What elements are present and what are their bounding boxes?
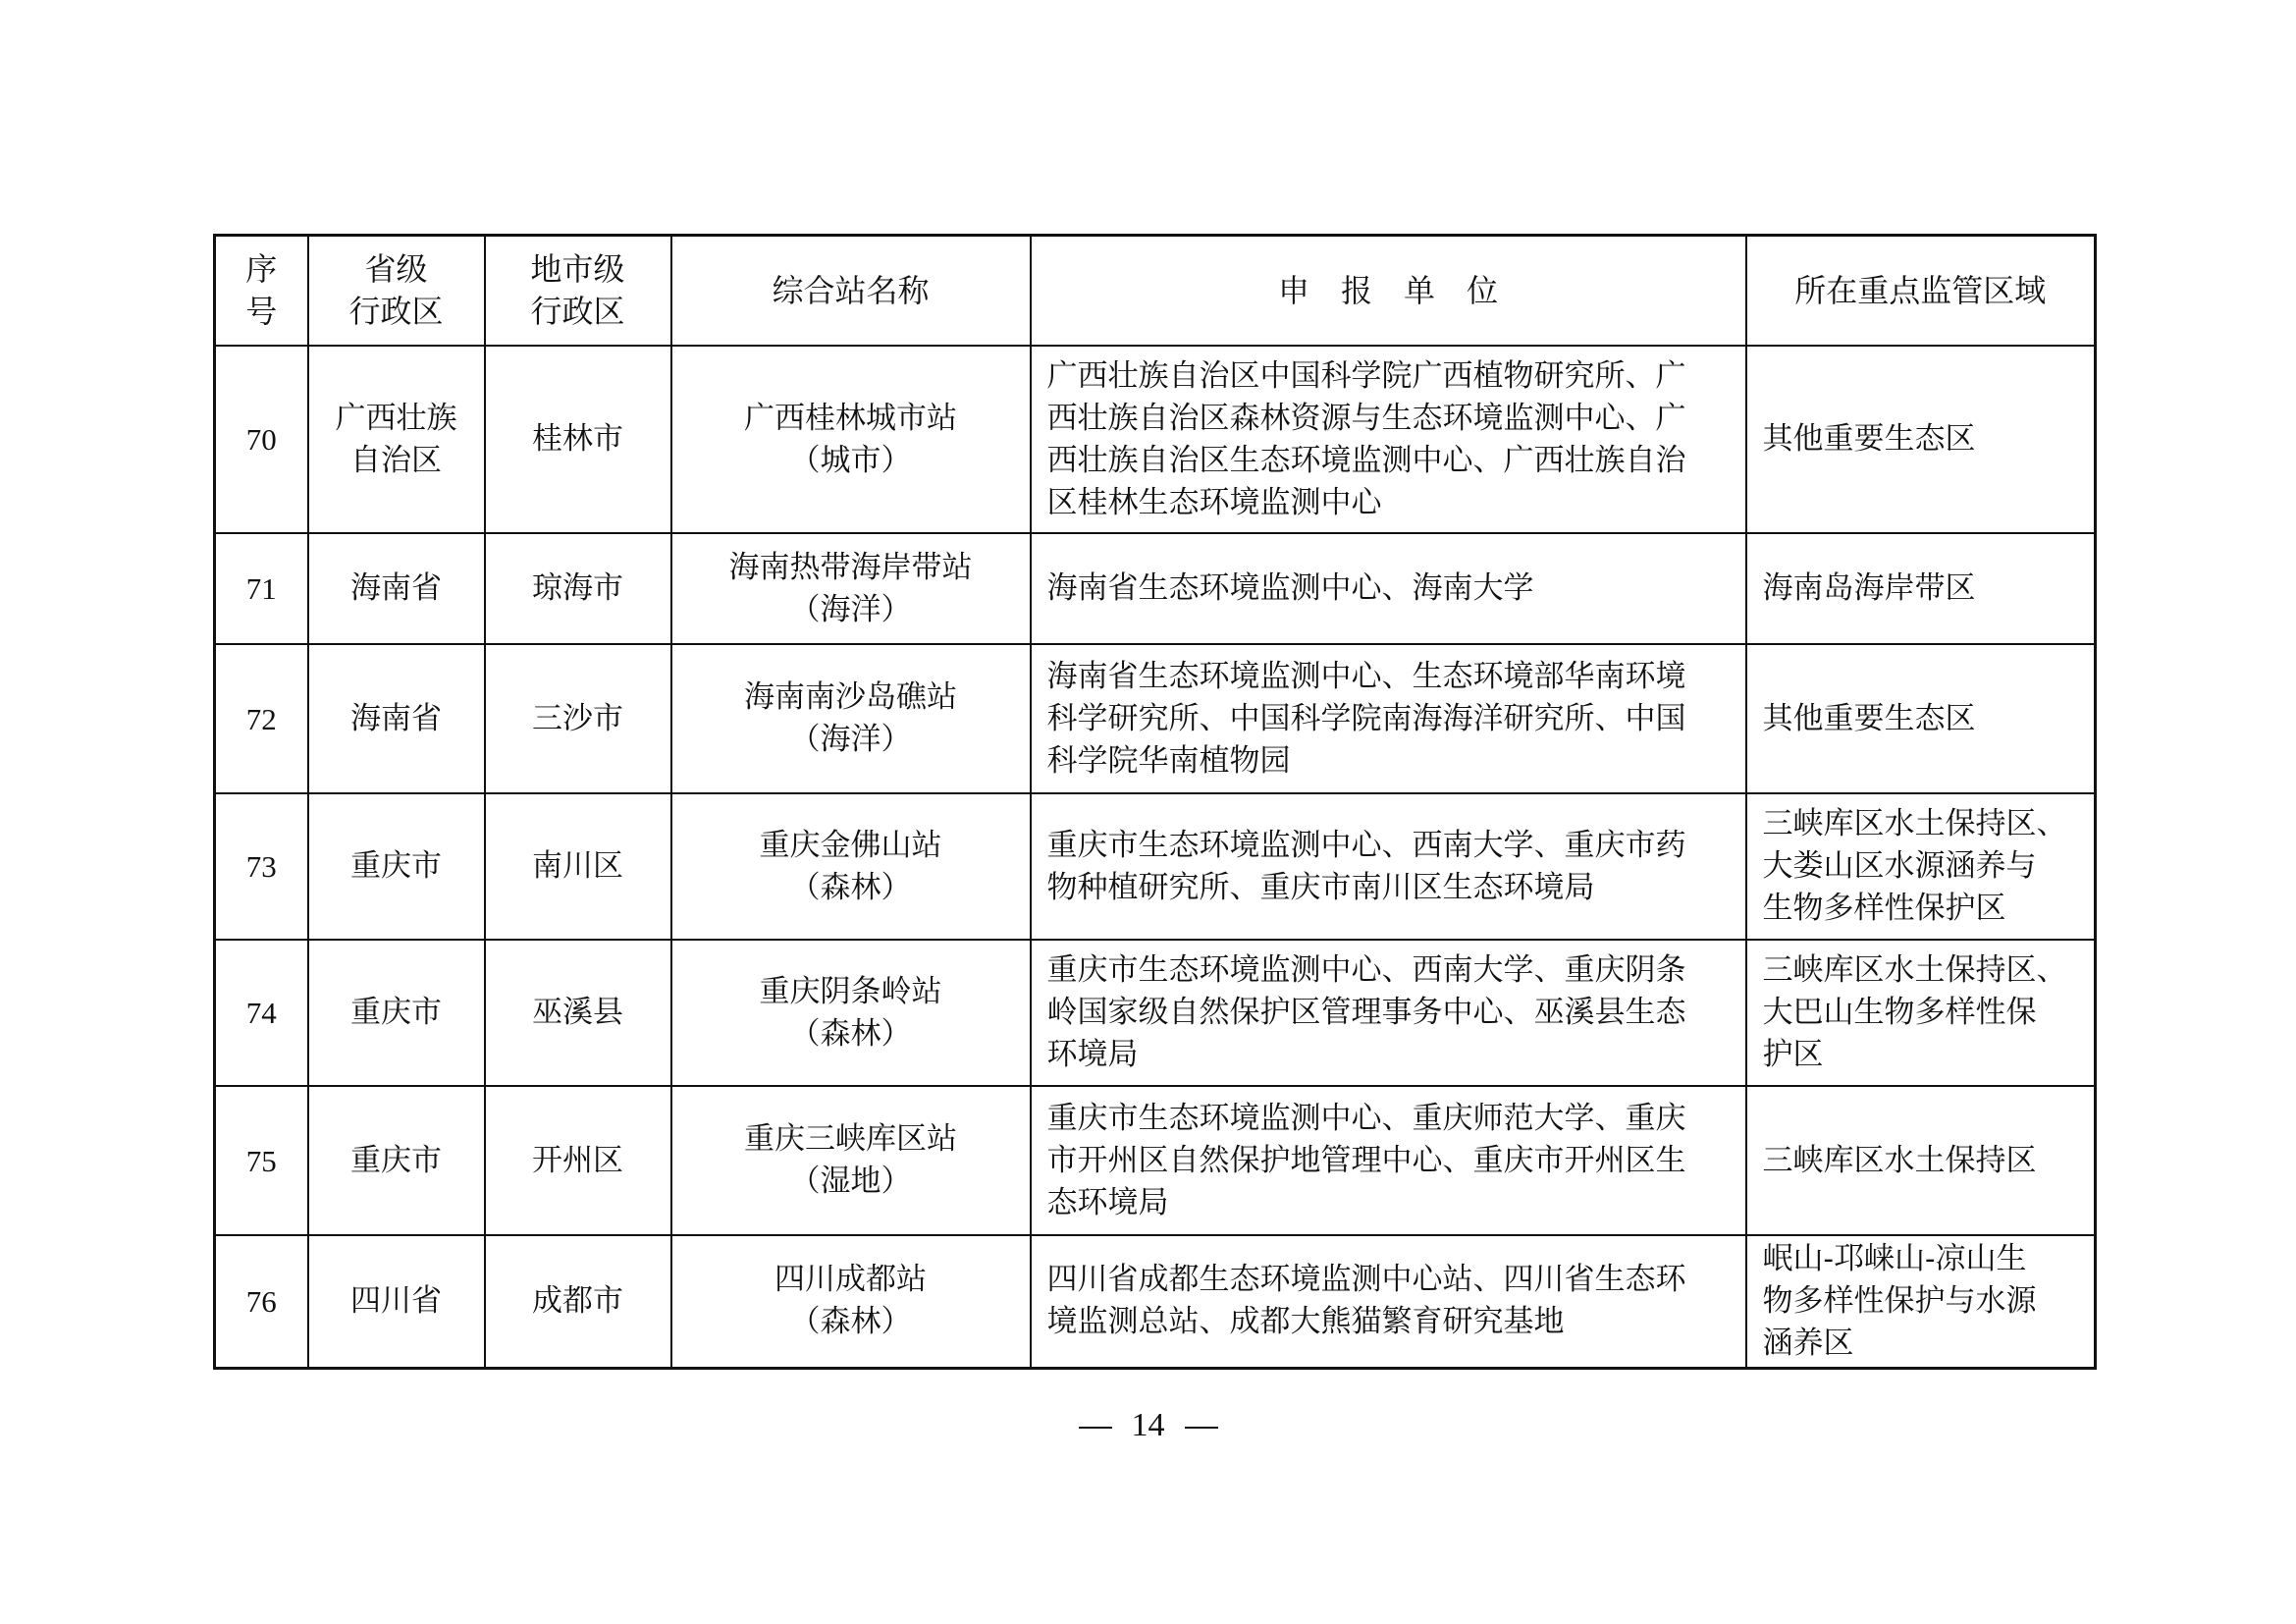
row-applicant-line: 海南省生态环境监测中心、生态环境部华南环境 <box>1046 658 1686 694</box>
row-region-line: 护区 <box>1762 1037 1824 1072</box>
row-city: 琼海市 <box>485 533 671 644</box>
row-station <box>671 1086 1031 1235</box>
row-region-line: 涵养区 <box>1762 1325 1854 1361</box>
row-applicant-line: 海南省生态环境监测中心、海南大学 <box>1046 570 1534 606</box>
row-index: 75 <box>215 1086 308 1235</box>
row-applicant <box>1031 644 1746 793</box>
row-region <box>1746 793 2096 940</box>
row-station-name: 广西桂林城市站 <box>744 400 957 436</box>
header-region-text: 所在重点监管区域 <box>1794 271 2047 309</box>
row-region <box>1746 533 2096 644</box>
table-row <box>215 940 2096 1086</box>
row-applicant <box>1031 940 1746 1086</box>
row-station-type: （城市） <box>789 442 912 478</box>
row-station-type: （海洋） <box>789 591 912 627</box>
row-province-line: 自治区 <box>350 442 442 478</box>
row-region-line: 三峡库区水土保持区、 <box>1762 952 2067 988</box>
row-applicant-line: 重庆市生态环境监测中心、西南大学、重庆阴条 <box>1046 952 1686 988</box>
row-applicant-line: 四川省成都生态环境监测中心站、四川省生态环 <box>1046 1262 1686 1298</box>
row-applicant-line: 境监测总站、成都大熊猫繁育研究基地 <box>1046 1304 1565 1340</box>
row-applicant-line: 物种植研究所、重庆市南川区生态环境局 <box>1046 869 1595 905</box>
row-applicant-line: 西壮族自治区森林资源与生态环境监测中心、广 <box>1046 400 1686 436</box>
row-index: 70 <box>215 346 308 533</box>
table-row <box>215 533 2096 644</box>
row-region-line: 其他重要生态区 <box>1762 700 1976 736</box>
header-station-text: 综合站名称 <box>772 271 930 309</box>
row-index: 71 <box>215 533 308 644</box>
page-number: 14 <box>1131 1407 1165 1443</box>
row-province-line: 重庆市 <box>350 848 442 884</box>
row-station <box>671 644 1031 793</box>
header-city-line-1: 地市级 <box>530 250 625 288</box>
row-city: 桂林市 <box>485 346 671 533</box>
row-station-name: 四川成都站 <box>774 1262 927 1298</box>
row-station-type: （海洋） <box>789 722 912 757</box>
row-applicant-line: 科学研究所、中国科学院南海海洋研究所、中国 <box>1046 700 1686 736</box>
row-province-line: 重庆市 <box>350 995 442 1030</box>
row-applicant <box>1031 1086 1746 1235</box>
stations-table <box>213 234 2097 1370</box>
table-row <box>215 346 2096 533</box>
header-index <box>215 236 308 347</box>
header-province-line-1: 省级 <box>364 250 428 288</box>
row-region <box>1746 1235 2096 1368</box>
row-province <box>308 346 485 533</box>
table-row <box>215 1235 2096 1368</box>
row-station-name: 海南热带海岸带站 <box>728 549 973 585</box>
row-city: 开州区 <box>485 1086 671 1235</box>
row-applicant-line: 科学院华南植物园 <box>1046 742 1291 779</box>
row-station-type: （湿地） <box>789 1164 912 1199</box>
row-city: 南川区 <box>485 793 671 940</box>
row-province <box>308 1235 485 1368</box>
row-station <box>671 346 1031 533</box>
row-region-line: 大娄山区水源涵养与 <box>1762 848 2037 884</box>
row-station-name: 重庆三峡库区站 <box>744 1121 957 1157</box>
row-region <box>1746 644 2096 793</box>
row-province-line: 重庆市 <box>350 1142 442 1178</box>
row-station-type: （森林） <box>789 1304 912 1340</box>
table-header-row <box>215 236 2096 347</box>
table-row <box>215 793 2096 940</box>
row-station <box>671 940 1031 1086</box>
row-applicant-line: 区桂林生态环境监测中心 <box>1046 484 1382 520</box>
row-index: 74 <box>215 940 308 1086</box>
header-city <box>485 236 671 347</box>
page-number-dash-left <box>1079 1427 1112 1429</box>
row-station-type: （森林） <box>789 1015 912 1052</box>
row-applicant-line: 重庆市生态环境监测中心、西南大学、重庆市药 <box>1046 827 1686 863</box>
row-applicant <box>1031 793 1746 940</box>
row-applicant-line: 环境局 <box>1046 1037 1139 1072</box>
header-province <box>308 236 485 347</box>
table-row <box>215 1086 2096 1235</box>
page-number-dash-right <box>1185 1427 1218 1429</box>
row-applicant <box>1031 1235 1746 1368</box>
header-index-text: 序号 <box>245 250 278 330</box>
row-station <box>671 1235 1031 1368</box>
row-province <box>308 644 485 793</box>
table-row <box>215 644 2096 793</box>
header-station <box>671 236 1031 347</box>
row-station-name: 海南南沙岛礁站 <box>744 679 957 715</box>
row-station-name: 重庆阴条岭站 <box>759 973 942 1009</box>
row-region-line: 生物多样性保护区 <box>1762 891 2006 926</box>
header-applicant-text: 申 报 单 位 <box>1277 271 1498 309</box>
row-region-line: 岷山-邛崃山-凉山生 <box>1762 1240 2027 1276</box>
row-city: 巫溪县 <box>485 940 671 1086</box>
row-region-line: 三峡库区水土保持区、 <box>1762 806 2067 841</box>
row-applicant <box>1031 533 1746 644</box>
row-applicant-line: 西壮族自治区生态环境监测中心、广西壮族自治 <box>1046 442 1686 478</box>
row-city: 成都市 <box>485 1235 671 1368</box>
row-region-line: 三峡库区水土保持区 <box>1762 1142 2037 1178</box>
row-index: 72 <box>215 644 308 793</box>
row-index: 76 <box>215 1235 308 1368</box>
row-region-line: 物多样性保护与水源 <box>1762 1282 2037 1319</box>
row-applicant-line: 重庆市生态环境监测中心、重庆师范大学、重庆 <box>1046 1100 1686 1136</box>
page-footer <box>0 1406 2296 1445</box>
row-province-line: 广西壮族 <box>335 400 457 436</box>
row-applicant-line: 广西壮族自治区中国科学院广西植物研究所、广 <box>1046 357 1686 394</box>
row-station <box>671 793 1031 940</box>
row-province <box>308 793 485 940</box>
row-index: 73 <box>215 793 308 940</box>
row-applicant-line: 市开州区自然保护地管理中心、重庆市开州区生 <box>1046 1142 1686 1178</box>
row-region <box>1746 346 2096 533</box>
row-station <box>671 533 1031 644</box>
row-province-line: 四川省 <box>350 1282 442 1319</box>
row-region-line: 其他重要生态区 <box>1762 421 1976 457</box>
row-province-line: 海南省 <box>350 700 442 736</box>
header-applicant <box>1031 236 1746 347</box>
row-province <box>308 533 485 644</box>
row-city: 三沙市 <box>485 644 671 793</box>
row-region-line: 海南岛海岸带区 <box>1762 570 1976 606</box>
row-station-name: 重庆金佛山站 <box>759 827 942 863</box>
row-province <box>308 1086 485 1235</box>
row-applicant <box>1031 346 1746 533</box>
header-province-line-2: 行政区 <box>348 293 444 330</box>
row-station-type: （森林） <box>789 869 912 905</box>
header-region <box>1746 236 2096 347</box>
row-applicant-line: 态环境局 <box>1046 1184 1169 1220</box>
row-region <box>1746 940 2096 1086</box>
row-applicant-line: 岭国家级自然保护区管理事务中心、巫溪县生态 <box>1046 995 1686 1030</box>
row-province <box>308 940 485 1086</box>
row-region <box>1746 1086 2096 1235</box>
header-city-line-2: 行政区 <box>530 293 625 330</box>
row-region-line: 大巴山生物多样性保 <box>1762 995 2037 1030</box>
row-province-line: 海南省 <box>350 570 442 606</box>
